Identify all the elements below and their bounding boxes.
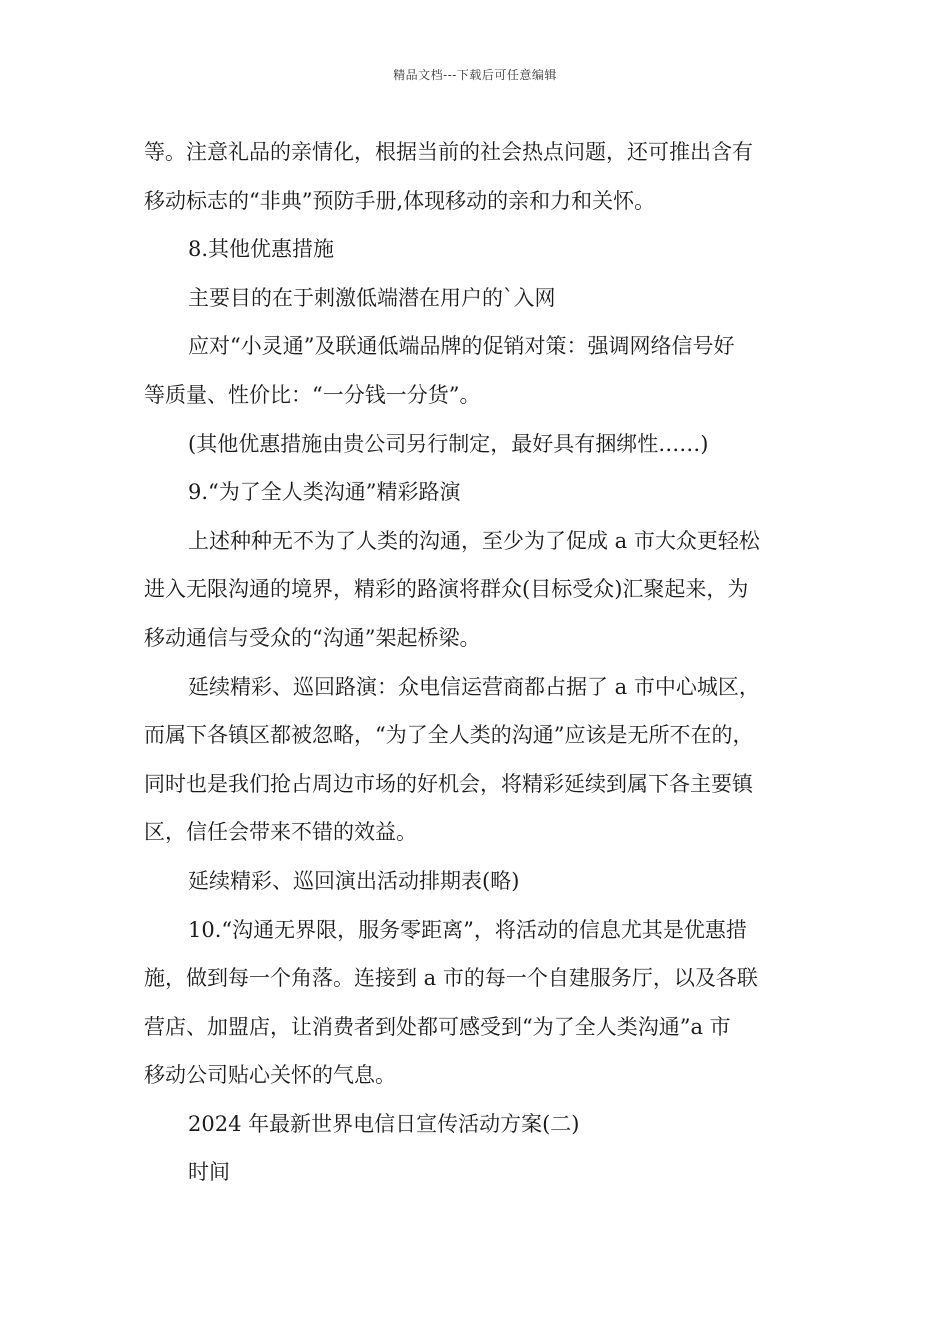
text-line: 10.“沟通无界限，服务零距离”，将活动的信息尤其是优惠措 <box>188 917 747 942</box>
text-line: 主要目的在于刺激低端潜在用户的`入网 <box>188 285 556 310</box>
text-line: 施，做到每一个角落。连接到 a 市的每一个自建服务厅，以及各联 <box>144 966 758 991</box>
text-line: 等质量、性价比：“一分钱一分货”。 <box>144 382 481 407</box>
text-line: 区，信任会带来不错的效益。 <box>144 820 417 845</box>
text-line: 上述种种无不为了人类的沟通，至少为了促成 a 市大众更轻松 <box>188 528 760 553</box>
document-body <box>144 128 808 1197</box>
text-line: 同时也是我们抢占周边市场的好机会，将精彩延续到属下各主要镇 <box>144 771 753 796</box>
text-line: 应对“小灵通”及联通低端品牌的促销对策：强调网络信号好 <box>188 334 735 359</box>
text-line: 移动标志的“非典”预防手册,体现移动的亲和力和关怀。 <box>144 188 656 213</box>
text-line: 等。注意礼品的亲情化，根据当前的社会热点问题，还可推出含有 <box>144 140 753 164</box>
text-line: 进入无限沟通的境界，精彩的路演将群众(目标受众)汇聚起来，为 <box>144 577 749 602</box>
text-line: 营店、加盟店，让消费者到处都可感受到“为了全人类沟通”a 市 <box>144 1014 731 1039</box>
text-line: 时间 <box>188 1160 230 1185</box>
text-line: 9.“为了全人类沟通”精彩路演 <box>188 480 461 505</box>
text-line: 2024 年最新世界电信日宣传活动方案(二) <box>188 1111 580 1136</box>
text-line: 移动通信与受众的“沟通”架起桥梁。 <box>144 625 481 650</box>
text-line: 8.其他优惠措施 <box>188 237 335 262</box>
text-line: 移动公司贴心关怀的气息。 <box>144 1063 396 1088</box>
page-header: 精品文档---下载后可任意编辑 <box>393 68 557 82</box>
text-line: 而属下各镇区都被忽略，“为了全人类的沟通”应该是无所不在的， <box>144 723 754 748</box>
text-line: 延续精彩、巡回路演：众电信运营商都占据了 a 市中心城区， <box>188 674 760 699</box>
text-line: (其他优惠措施由贵公司另行制定，最好具有捆绑性……) <box>188 431 709 456</box>
text-line: 延续精彩、巡回演出活动排期表(略) <box>188 868 520 893</box>
